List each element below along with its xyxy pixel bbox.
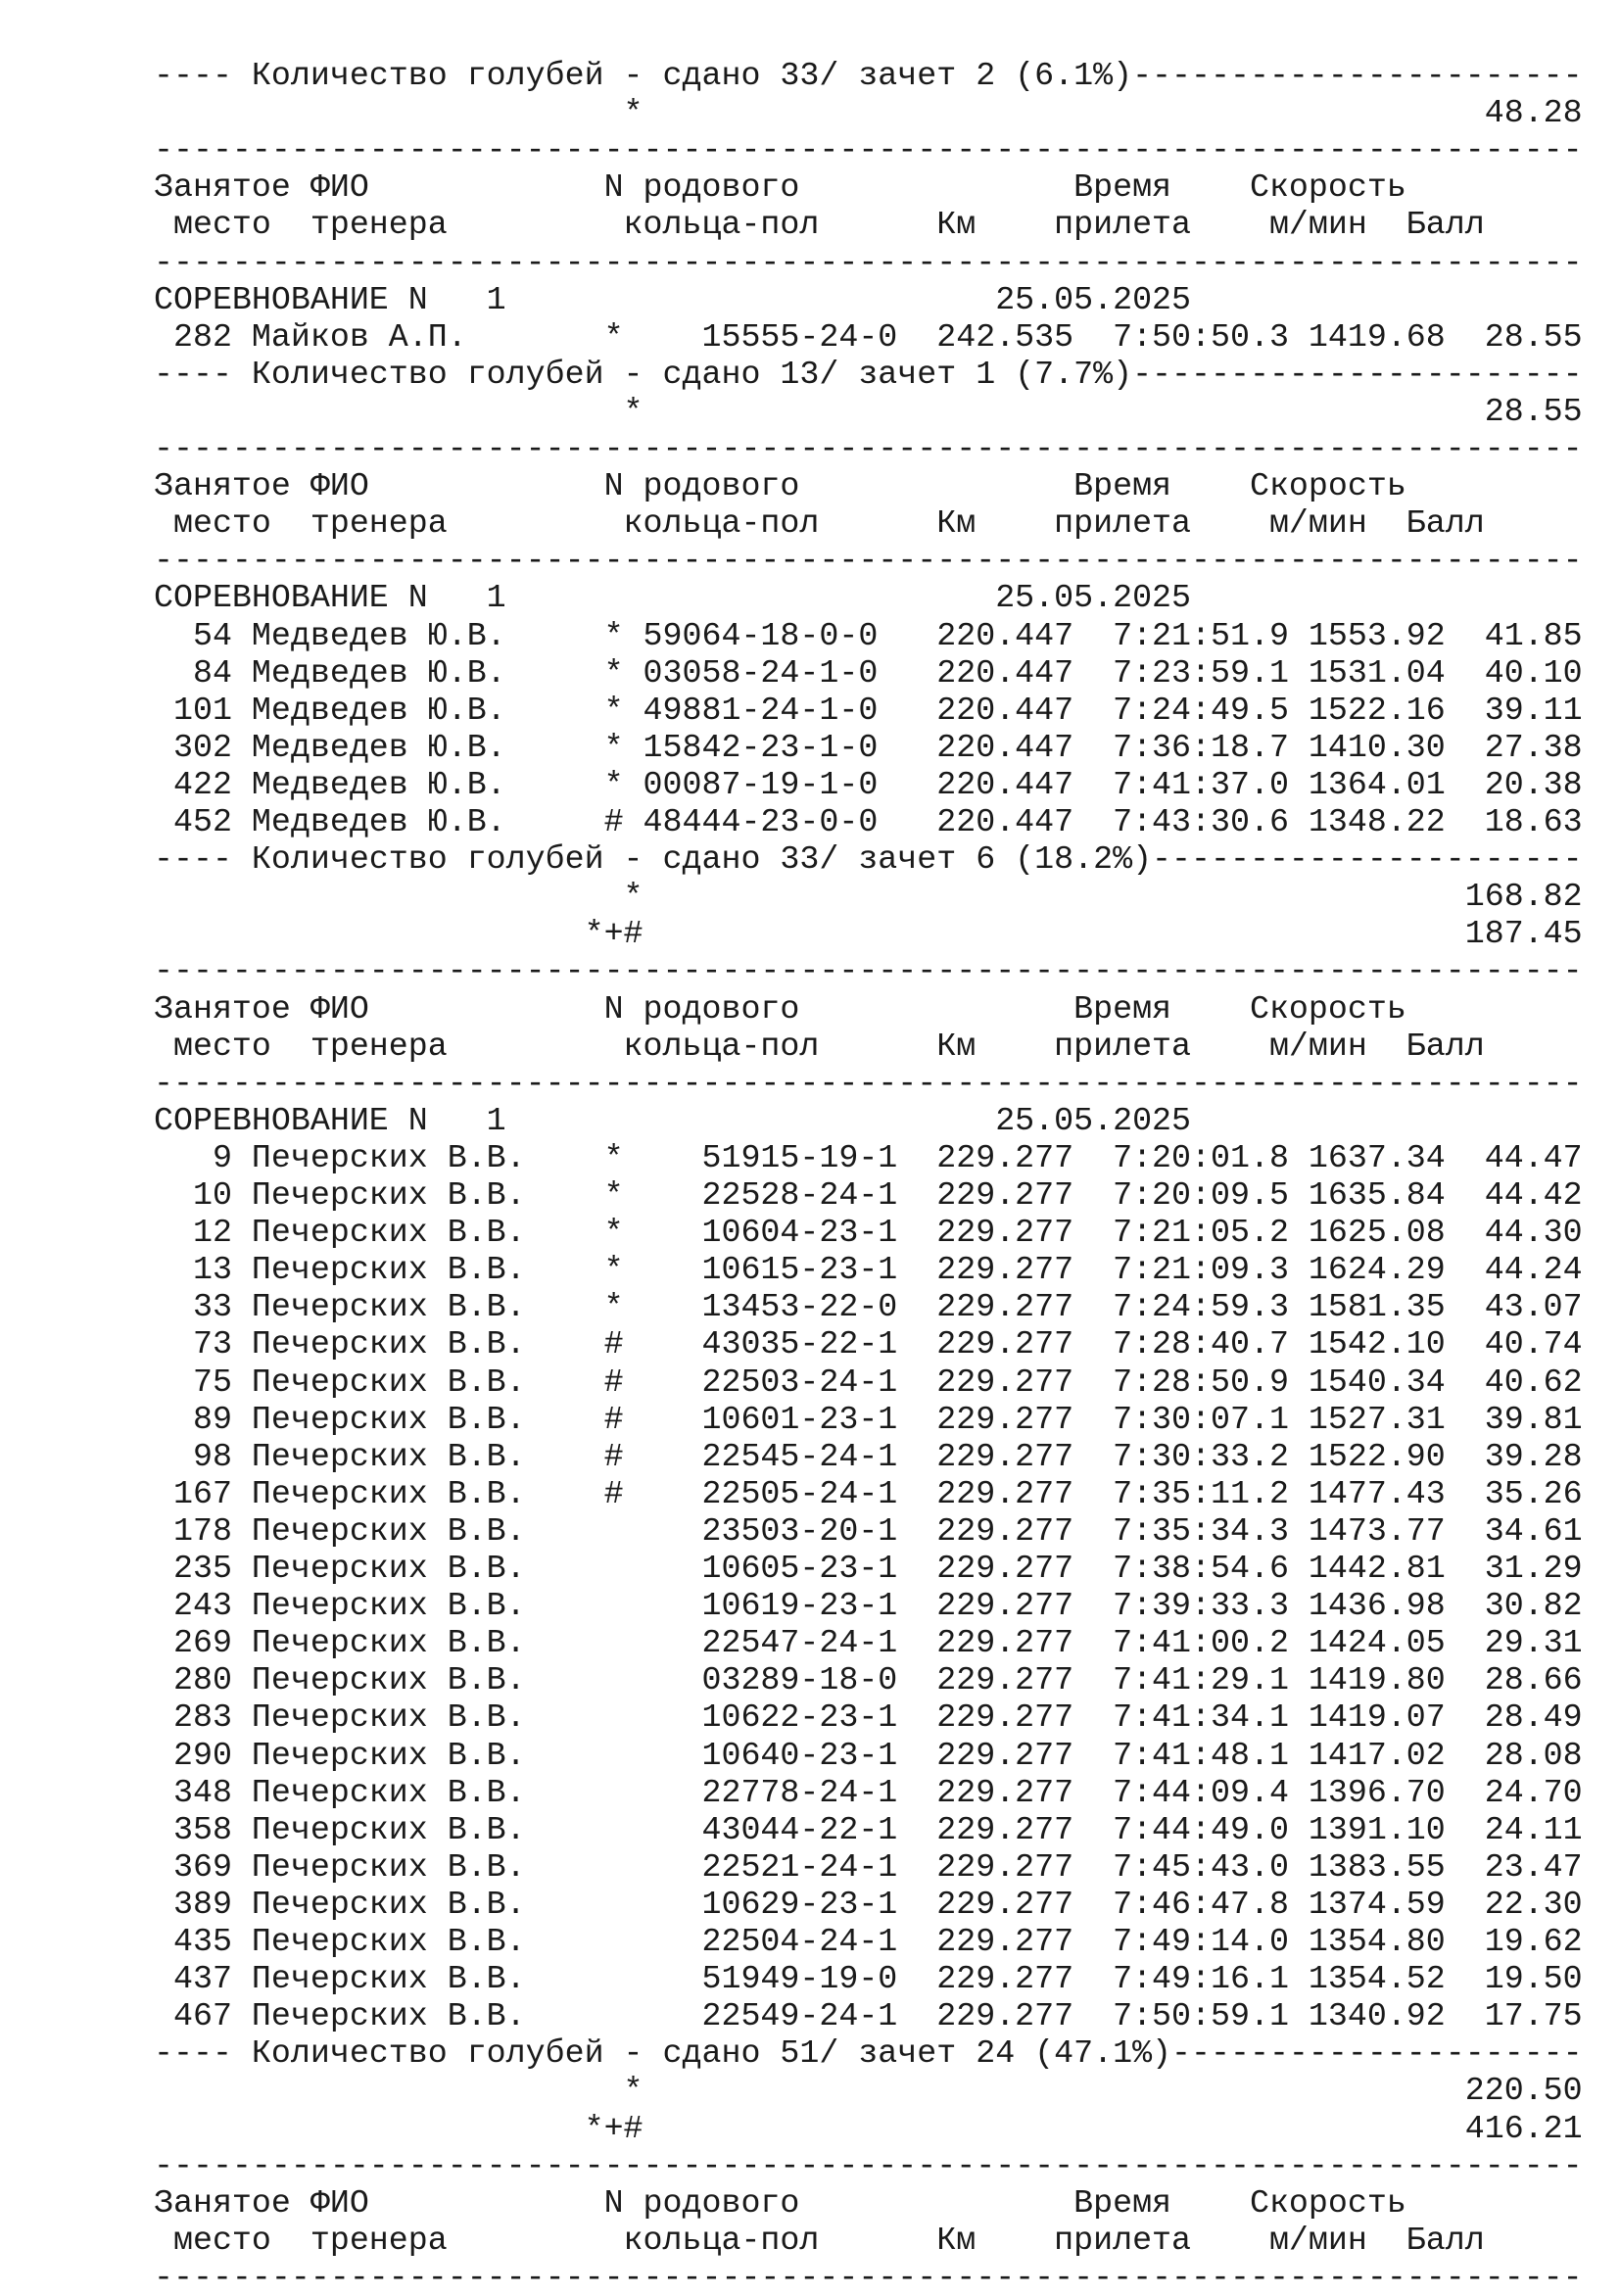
result-row: 13 Печерских В.В. * 10615-23-1 229.277 7:21:09.3 1624.29 44.24 — [154, 1251, 1583, 1289]
score-total: *+# 416.21 — [154, 2109, 1583, 2147]
result-row: 235 Печерских В.В. 10605-23-1 229.277 7:38:54.6 1442.81 31.29 — [154, 1550, 1583, 1587]
result-row: 302 Медведев Ю.В. * 15842-23-1-0 220.447 7:36:18.7 1410.30 27.38 — [154, 728, 1583, 766]
result-row: 89 Печерских В.В. # 10601-23-1 229.277 7:30:07.1 1527.31 39.81 — [154, 1400, 1583, 1438]
score-total: * 168.82 — [154, 878, 1583, 916]
result-row: 101 Медведев Ю.В. * 49881-24-1-0 220.447 7:24:49.5 1522.16 39.11 — [154, 691, 1583, 729]
result-row: 452 Медведев Ю.В. # 48444-23-0-0 220.447 7:43:30.6 1348.22 18.63 — [154, 803, 1583, 840]
result-row: 422 Медведев Ю.В. * 00087-19-1-0 220.447 7:41:37.0 1364.01 20.38 — [154, 765, 1583, 803]
result-row: 84 Медведев Ю.В. * 03058-24-1-0 220.447 7:23:59.1 1531.04 40.10 — [154, 653, 1583, 692]
competition-title: СОРЕВНОВАНИЕ N 1 25.05.2025 — [154, 280, 1192, 318]
result-row: 243 Печерских В.В. 10619-23-1 229.277 7:39:33.3 1436.98 30.82 — [154, 1587, 1583, 1625]
result-row: 9 Печерских В.В. * 51915-19-1 229.277 7:20:01.8 1637.34 44.47 — [154, 1138, 1583, 1176]
column-header-row2: место тренера кольца-пол Км прилета м/мин Балл — [154, 1027, 1485, 1065]
result-row: 290 Печерских В.В. 10640-23-1 229.277 7:41:48.1 1417.02 28.08 — [154, 1736, 1583, 1774]
separator-line: ------------------------------------------------------------------------- — [154, 243, 1583, 281]
score-total: * 220.50 — [154, 2072, 1583, 2110]
pigeon-count-summary: ---- Количество голубей - сдано 51/ зачет 24 (47.1%)--------------------- — [154, 2034, 1583, 2073]
pigeon-count-summary: ---- Количество голубей - сдано 33/ зачет 2 (6.1%)----------------------- — [154, 57, 1583, 94]
separator-line: ------------------------------------------------------------------------- — [154, 131, 1583, 169]
result-row: 282 Майков А.П. * 15555-24-0 242.535 7:50:50.3 1419.68 28.55 — [154, 317, 1583, 356]
result-row: 435 Печерских В.В. 22504-24-1 229.277 7:49:14.0 1354.80 19.62 — [154, 1923, 1583, 1960]
separator-line: ------------------------------------------------------------------------- — [154, 430, 1583, 467]
result-row: 280 Печерских В.В. 03289-18-0 229.277 7:41:29.1 1419.80 28.66 — [154, 1661, 1583, 1699]
result-row: 283 Печерских В.В. 10622-23-1 229.277 7:41:34.1 1419.07 28.49 — [154, 1698, 1583, 1737]
score-total: *+# 187.45 — [154, 915, 1583, 953]
result-row: 54 Медведев Ю.В. * 59064-18-0-0 220.447 7:21:51.9 1553.92 41.85 — [154, 616, 1583, 654]
result-row: 98 Печерских В.В. # 22545-24-1 229.277 7:30:33.2 1522.90 39.28 — [154, 1437, 1583, 1475]
result-row: 389 Печерских В.В. 10629-23-1 229.277 7:46:47.8 1374.59 22.30 — [154, 1885, 1583, 1923]
column-header-row1: Занятое ФИО N родового Время Скорость — [154, 2183, 1406, 2222]
result-row: 369 Печерских В.В. 22521-24-1 229.277 7:45:43.0 1383.55 23.47 — [154, 1847, 1583, 1886]
result-row: 467 Печерских В.В. 22549-24-1 229.277 7:50:59.1 1340.92 17.75 — [154, 1997, 1583, 2035]
result-row: 358 Печерских В.В. 43044-22-1 229.277 7:44:49.0 1391.10 24.11 — [154, 1810, 1583, 1848]
separator-line: ------------------------------------------------------------------------- — [154, 1064, 1583, 1102]
result-row: 33 Печерских В.В. * 13453-22-0 229.277 7:24:59.3 1581.35 43.07 — [154, 1288, 1583, 1326]
result-row: 75 Печерских В.В. # 22503-24-1 229.277 7:28:50.9 1540.34 40.62 — [154, 1363, 1583, 1401]
pigeon-count-summary: ---- Количество голубей - сдано 13/ зачет 1 (7.7%)----------------------- — [154, 355, 1583, 393]
column-header-row1: Занятое ФИО N родового Время Скорость — [154, 467, 1406, 505]
separator-line: ------------------------------------------------------------------------- — [154, 542, 1583, 580]
score-total: * 28.55 — [154, 392, 1583, 430]
result-row: 178 Печерских В.В. 23503-20-1 229.277 7:35:34.3 1473.77 34.61 — [154, 1511, 1583, 1550]
column-header-row2: место тренера кольца-пол Км прилета м/мин Балл — [154, 504, 1485, 543]
score-total: * 48.28 — [154, 94, 1583, 132]
separator-line: ------------------------------------------------------------------------- — [154, 2146, 1583, 2184]
column-header-row1: Занятое ФИО N родового Время Скорость — [154, 989, 1406, 1028]
pigeon-count-summary: ---- Количество голубей - сдано 33/ зачет 6 (18.2%)---------------------- — [154, 840, 1583, 879]
separator-line: ------------------------------------------------------------------------- — [154, 952, 1583, 990]
result-row: 12 Печерских В.В. * 10604-23-1 229.277 7:21:05.2 1625.08 44.30 — [154, 1214, 1583, 1252]
result-row: 73 Печерских В.В. # 43035-22-1 229.277 7:28:40.7 1542.10 40.74 — [154, 1325, 1583, 1363]
result-row: 167 Печерских В.В. # 22505-24-1 229.277 7:35:11.2 1477.43 35.26 — [154, 1474, 1583, 1512]
result-row: 437 Печерских В.В. 51949-19-0 229.277 7:49:16.1 1354.52 19.50 — [154, 1960, 1583, 1998]
result-row: 269 Печерских В.В. 22547-24-1 229.277 7:41:00.2 1424.05 29.31 — [154, 1624, 1583, 1662]
competition-title: СОРЕВНОВАНИЕ N 1 25.05.2025 — [154, 1101, 1192, 1139]
column-header-row1: Занятое ФИО N родового Время Скорость — [154, 168, 1406, 207]
separator-line: ------------------------------------------------------------------------- — [154, 2258, 1583, 2296]
result-row: 348 Печерских В.В. 22778-24-1 229.277 7:44:09.4 1396.70 24.70 — [154, 1773, 1583, 1811]
result-row: 10 Печерских В.В. * 22528-24-1 229.277 7:20:09.5 1635.84 44.42 — [154, 1176, 1583, 1214]
column-header-row2: место тренера кольца-пол Км прилета м/мин Балл — [154, 2221, 1485, 2259]
competition-title: СОРЕВНОВАНИЕ N 1 25.05.2025 — [154, 579, 1192, 617]
column-header-row2: место тренера кольца-пол Км прилета м/мин Балл — [154, 206, 1485, 244]
